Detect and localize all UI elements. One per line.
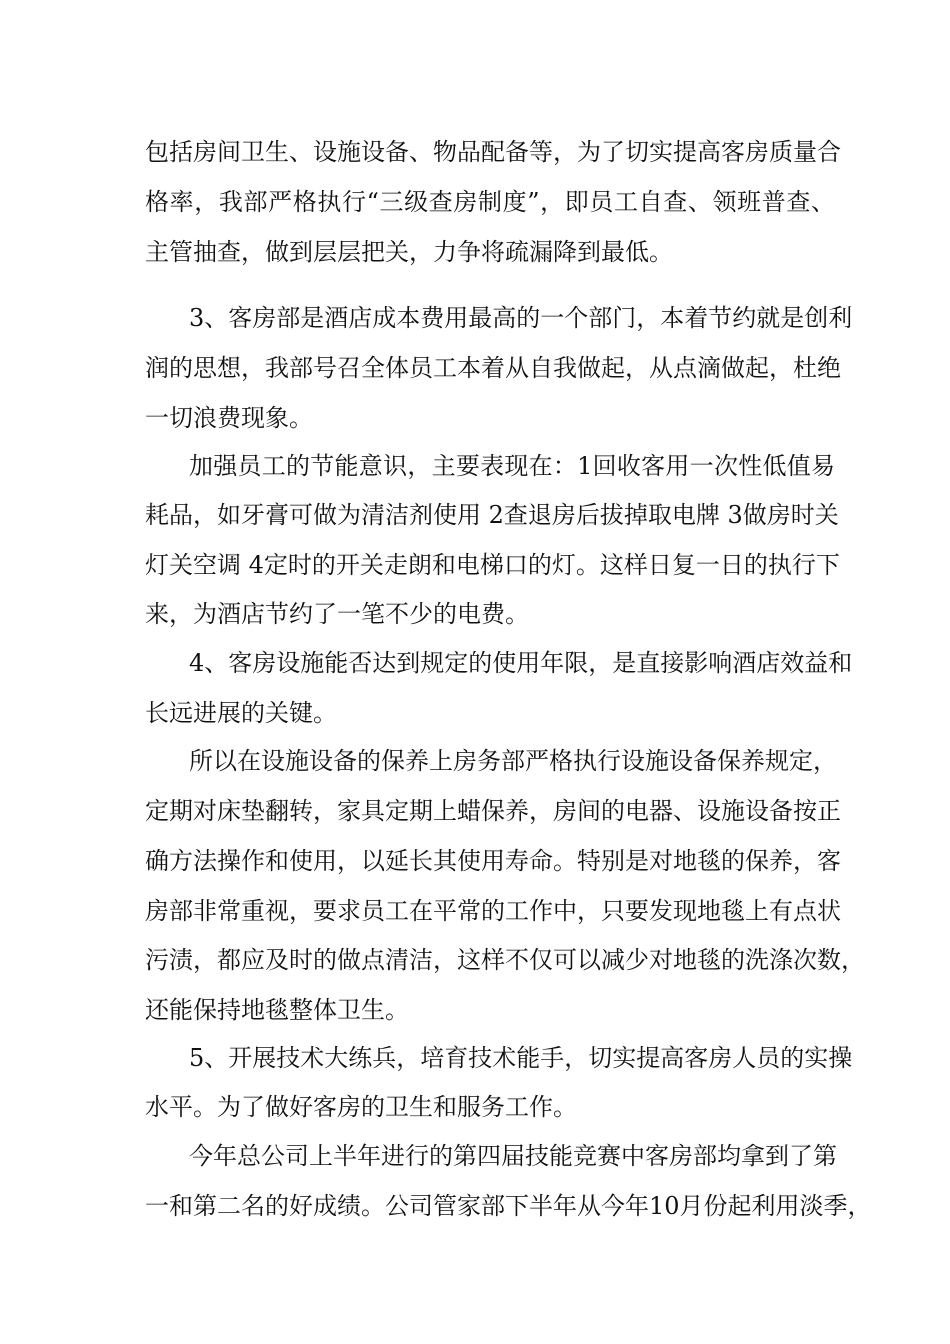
text-line: 格率，我部严格执行“三级查房制度”，即员工自查、领班普查、 — [145, 188, 835, 216]
text-line: 灯关空调 4定时的开关走朗和电梯口的灯。这样日复一日的执行下 — [145, 551, 840, 579]
text-line: 一和第二名的好成绩。公司管家部下半年从今年10月份起利用淡季， — [145, 1192, 872, 1220]
text-line: 3、客房部是酒店成本费用最高的一个部门，本着节约就是创利 — [189, 304, 853, 332]
text-line: 耗品，如牙膏可做为清洁剂使用 2查退房后拔掉取电牌 3做房时关 — [145, 501, 839, 529]
text-line: 水平。为了做好客房的卫生和服务工作。 — [145, 1093, 577, 1121]
text-line: 加强员工的节能意识，主要表现在：1回收客用一次性低值易 — [189, 452, 835, 480]
text-line: 确方法操作和使用，以延长其使用寿命。特别是对地毯的保养，客 — [145, 847, 841, 875]
text-line: 来，为酒店节约了一笔不少的电费。 — [145, 600, 529, 628]
text-line: 房部非常重视，要求员工在平常的工作中，只要发现地毯上有点状 — [145, 897, 841, 925]
text-line: 污渍，都应及时的做点清洁，这样不仅可以减少对地毯的洗涤次数， — [145, 946, 865, 974]
text-line: 今年总公司上半年进行的第四届技能竞赛中客房部均拿到了第 — [189, 1142, 837, 1170]
text-line: 还能保持地毯整体卫生。 — [145, 996, 409, 1024]
text-line: 一切浪费现象。 — [145, 404, 313, 432]
text-line: 主管抽查，做到层层把关，力争将疏漏降到最低。 — [145, 238, 673, 266]
text-line: 定期对床垫翻转，家具定期上蜡保养，房间的电器、设施设备按正 — [145, 797, 841, 825]
text-line: 5、开展技术大练兵，培育技术能手，切实提高客房人员的实操 — [189, 1044, 853, 1072]
text-line: 包括房间卫生、设施设备、物品配备等，为了切实提高客房质量合 — [145, 138, 841, 166]
text-line: 长远进展的关键。 — [145, 699, 337, 727]
text-line: 所以在设施设备的保养上房务部严格执行设施设备保养规定， — [189, 747, 837, 775]
text-line: 润的思想，我部号召全体员工本着从自我做起，从点滴做起，杜绝 — [145, 354, 841, 382]
text-line: 4、客房设施能否达到规定的使用年限，是直接影响酒店效益和 — [189, 649, 853, 677]
